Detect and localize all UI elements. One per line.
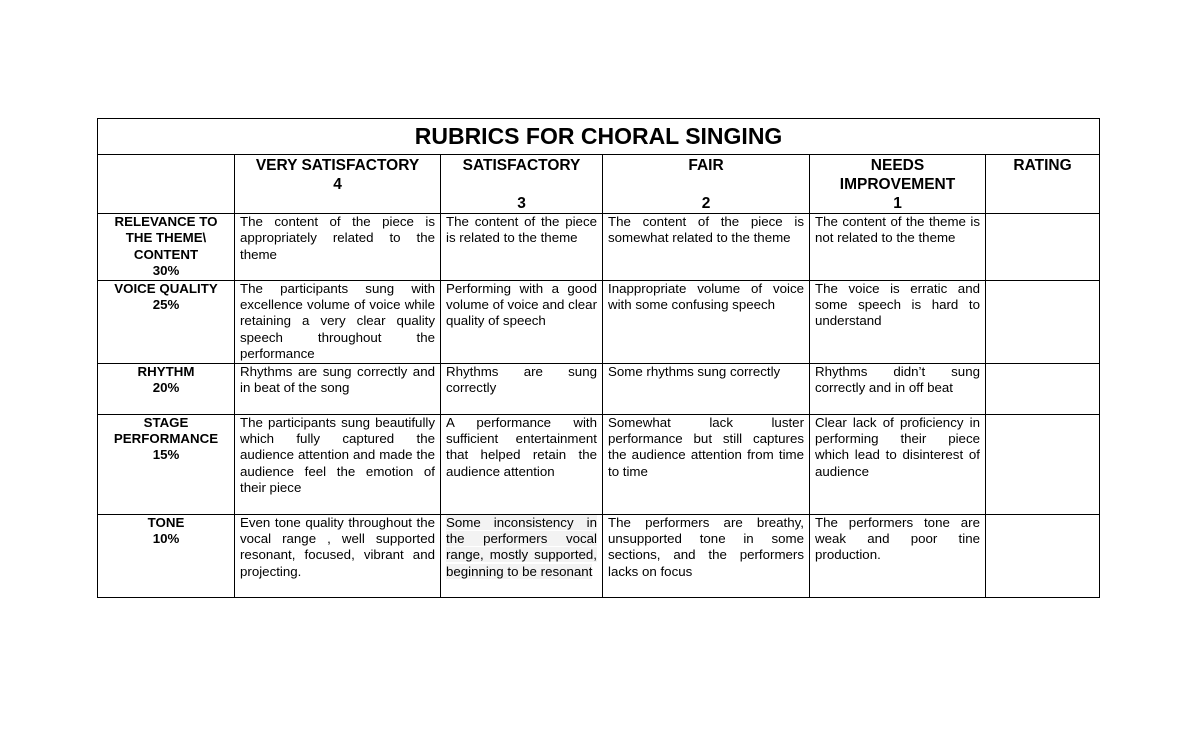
header-score: 4 [333, 176, 342, 193]
rating-cell[interactable] [986, 214, 1100, 281]
header-rating [986, 155, 1100, 214]
criterion-weight: 10% [152, 531, 180, 547]
table-row [98, 363, 1100, 414]
criterion-cell [98, 214, 235, 281]
header-needs-improvement [810, 155, 986, 214]
table-row [98, 514, 1100, 597]
criterion-name: VOICE QUALITY [114, 280, 218, 296]
satisfactory-cell [441, 514, 603, 597]
needs-improvement-cell: The performers tone are weak and poor tine production. [810, 514, 986, 597]
header-score: 1 [893, 195, 902, 212]
rating-cell[interactable] [986, 514, 1100, 597]
highlighted-text: Some inconsistency in the performers vocal range, mostly supported, beginning to be resonant [446, 514, 597, 579]
criterion-weight: 20% [152, 380, 180, 396]
fair-cell: Somewhat lack luster performance but still captures the audience attention from time to time [603, 414, 810, 514]
header-very-satisfactory [235, 155, 441, 214]
rating-cell[interactable] [986, 363, 1100, 414]
header-label: SATISFACTORY [462, 157, 581, 174]
table-row [98, 214, 1100, 281]
criterion-weight: 30% [152, 263, 180, 279]
header-satisfactory [441, 155, 603, 214]
criterion-name: TONE [147, 514, 185, 530]
table-row [98, 414, 1100, 514]
satisfactory-cell: A performance with sufficient entertainment that helped retain the audience attention [441, 414, 603, 514]
satisfactory-cell: Rhythms are sung correctly [441, 363, 603, 414]
criterion-cell [98, 363, 235, 414]
fair-cell: Some rhythms sung correctly [603, 363, 810, 414]
needs-improvement-cell: The content of the theme is not related to the theme [810, 214, 986, 281]
very-satisfactory-cell: The participants sung with excellence volume of voice while retaining a very clear quality speech throughout the performance [235, 280, 441, 363]
very-satisfactory-cell: The content of the piece is appropriately related to the theme [235, 214, 441, 281]
header-row [98, 155, 1100, 214]
criterion-cell [98, 414, 235, 514]
header-score: 3 [517, 195, 526, 212]
header-criteria [98, 155, 235, 214]
very-satisfactory-cell: Even tone quality throughout the vocal range , well supported resonant, focused, vibrant and projecting. [235, 514, 441, 597]
title-row [98, 119, 1100, 155]
needs-improvement-cell: Rhythms didn’t sung correctly and in off beat [810, 363, 986, 414]
criterion-name: RHYTHM [137, 363, 195, 379]
satisfactory-cell: Performing with a good volume of voice and clear quality of speech [441, 280, 603, 363]
satisfactory-cell: The content of the piece is related to the theme [441, 214, 603, 281]
very-satisfactory-cell: Rhythms are sung correctly and in beat of the song [235, 363, 441, 414]
needs-improvement-cell: The voice is erratic and some speech is hard to understand [810, 280, 986, 363]
header-label: NEEDS IMPROVEMENT [839, 157, 956, 193]
rubric-table [97, 118, 1100, 598]
fair-cell: The content of the piece is somewhat related to the theme [603, 214, 810, 281]
rating-cell[interactable] [986, 280, 1100, 363]
criterion-name: STAGE PERFORMANCE [113, 414, 219, 447]
rubric-title: RUBRICS FOR CHORAL SINGING [98, 119, 1100, 155]
criterion-cell [98, 280, 235, 363]
header-label: VERY SATISFACTORY [255, 157, 420, 174]
table-row [98, 280, 1100, 363]
fair-cell: The performers are breathy, unsupported tone in some sections, and the performers lacks on focus [603, 514, 810, 597]
rating-cell[interactable] [986, 414, 1100, 514]
header-label: FAIR [688, 157, 724, 174]
header-score: 2 [701, 195, 711, 212]
very-satisfactory-cell: The participants sung beautifully which fully captured the audience attention and made the audience feel the emotion of their piece [235, 414, 441, 514]
header-label: RATING [1013, 157, 1072, 174]
criterion-cell [98, 514, 235, 597]
criterion-weight: 25% [152, 297, 180, 313]
header-fair [603, 155, 810, 214]
criterion-weight: 15% [152, 447, 180, 463]
needs-improvement-cell: Clear lack of proficiency in performing their piece which lead to disinterest of audience [810, 414, 986, 514]
criterion-name: RELEVANCE TO THE THEME\ CONTENT [114, 214, 218, 262]
fair-cell: Inappropriate volume of voice with some confusing speech [603, 280, 810, 363]
